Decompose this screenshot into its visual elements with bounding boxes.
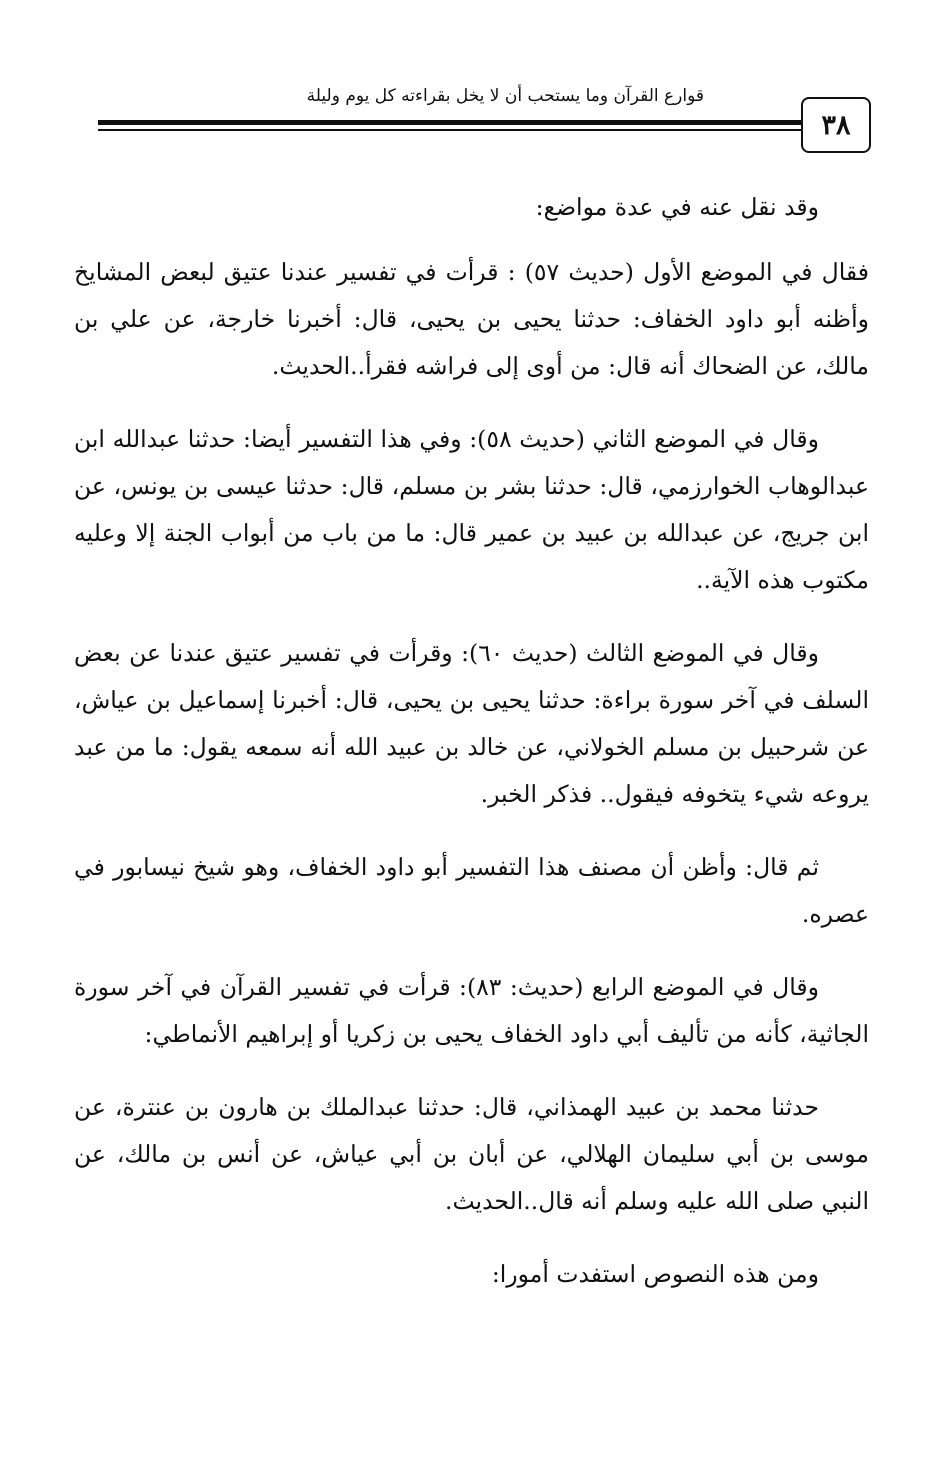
paragraph-conclusion: ومن هذه النصوص استفدت أمورا: (491, 1260, 819, 1288)
header-rule-thin (98, 129, 848, 131)
paragraph-first-position: فقال في الموضع الأول (حديث ٥٧) : قرأت في تفسير عندنا عتيق لبعض المشايخ وأظنه أبو داود الخفاف: حدثنا يحيى بن يحيى، قال: أخبرنا خارجة، عن علي بن مالك، عن الضحاك أنه قال: من أوى إلى فراشه فقرأ..الحديث. (74, 258, 869, 380)
paragraph-fourth-position: وقال في الموضع الرابع (حديث: ٨٣): قرأت في تفسير القرآن في آخر سورة الجاثية، كأنه من تأليف أبي داود الخفاف يحيى بن زكريا أو إبراهيم الأنماطي: (74, 973, 869, 1048)
paragraph-author-note: ثم قال: وأظن أن مصنف هذا التفسير أبو داود الخفاف، وهو شيخ نيسابور في عصره. (74, 853, 869, 928)
running-title: قوارع القرآن وما يستحب أن لا يخل بقراءته كل يوم وليلة (306, 86, 704, 106)
paragraph-second-position: وقال في الموضع الثاني (حديث ٥٨): وفي هذا التفسير أيضا: حدثنا عبدالله ابن عبدالوهاب الخوارزمي، قال: حدثنا بشر بن مسلم، قال: حدثنا عيسى بن يونس، عن ابن جريج، عن عبدالله بن عبيد بن عمير قال: ما من باب من أبواب الجنة إلا وعليه مكتوب هذه الآية.. (74, 425, 869, 594)
paragraph-hadith-chain: حدثنا محمد بن عبيد الهمذاني، قال: حدثنا عبدالملك بن هارون بن عنترة، عن موسى بن أبي سليمان الهلالي، عن أبان بن أبي عياش، عن أنس بن مالك، عن النبي صلى الله عليه وسلم أنه قال..الحديث. (74, 1093, 869, 1215)
page-number: ٣٨ (801, 97, 871, 153)
header-rule-thick (98, 120, 848, 125)
body-text (74, 184, 869, 1324)
paragraph-intro: وقد نقل عنه في عدة مواضع: (535, 193, 819, 221)
paragraph-third-position: وقال في الموضع الثالث (حديث ٦٠): وقرأت في تفسير عتيق عندنا عن بعض السلف في آخر سورة براءة: حدثنا يحيى بن يحيى، قال: أخبرنا إسماعيل بن عياش، عن شرحبيل بن مسلم الخولاني، عن خالد بن عبيد الله أنه سمعه يقول: ما من عبد يروعه شيء يتخوفه فيقول.. فذكر الخبر. (74, 639, 869, 808)
